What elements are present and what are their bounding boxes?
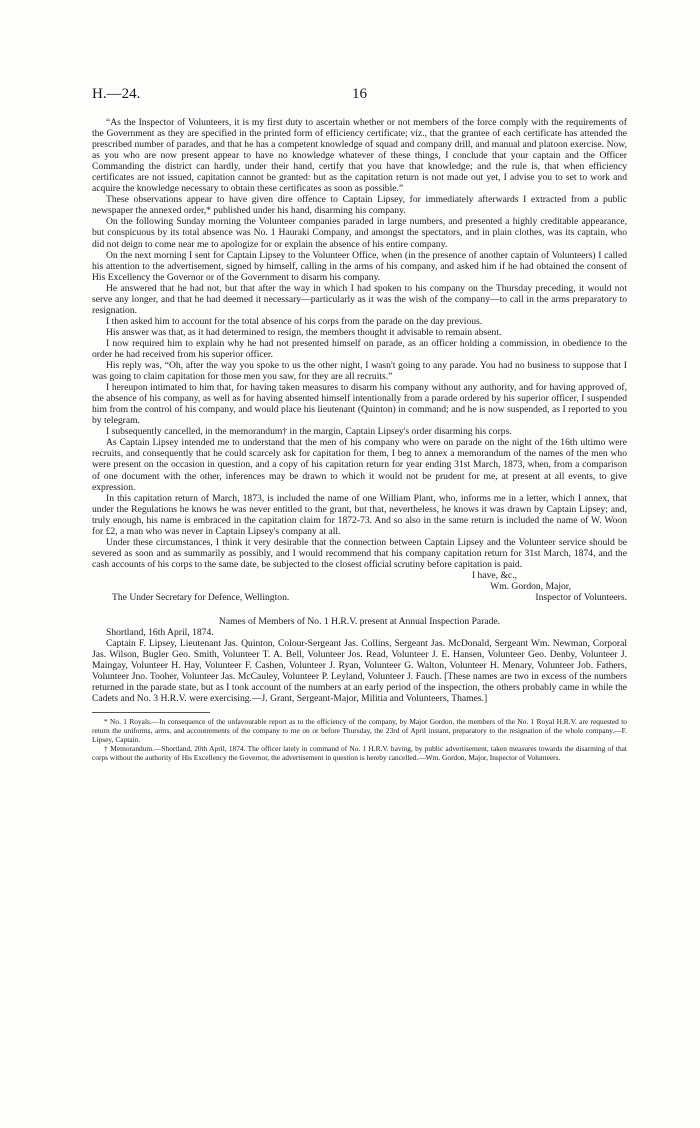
document-reference: H.—24. (92, 86, 141, 102)
paragraph: On the next morning I sent for Captain Lipsey to the Volunteer Office, when (in the presence of another captain of Volunteers) I called his attention to the advertisement, signed by himself, calling in the arms of his company, and asked him if he had obtained the consent of His Excellency the Governor or of the Government to disarm his company. (92, 249, 627, 283)
page-header (92, 86, 627, 106)
page-number: 16 (352, 86, 367, 102)
closing: I have, &c., (471, 569, 517, 581)
paragraph: In this capitation return of March, 1873, is included the name of one William Plant, who, informs me in a letter, which I annex, that under the Regulations he knows he was never entitled to the grant, but that, nevertheless, he knows it was drawn by Captain Lipsey; and, truly enough, his name is embraced in the capitation claim for 1872-73. And so also in the same return is included the name of W. Woon for £2, a man who was never in Captain Lipsey's company at all. (92, 492, 627, 537)
paragraph: On the following Sunday morning the Volunteer companies paraded in large numbers, and presented a highly creditable appearance, but conspicuous by its total absence was No. 1 Hauraki Company, and amongst the spectators, and in plain clothes, was its captain, who did not deign to come near me to apologize for or explain the absence of his entire company. (92, 216, 627, 250)
signatory-title: Inspector of Volunteers. (535, 592, 627, 604)
footnote: † Memorandum.—Shortland, 20th April, 1874. The officer lately in command of No. 1 H.R.V. having, by public advertisement, taken measures towards the disarming of that corps without the authority of His Excellency the Governor, the advertisement in question is hereby cancelled.—Wm. Gordon, Major, Inspector of Volunteers. (92, 744, 627, 763)
paragraph: Under these circumstances, I think it very desirable that the connection between Captain Lipsey and the Volunteer service should be severed as soon and as summarily as possibly, and I would recommend that his company capitation return for 31st March, 1874, and the cash accounts of his corps to the same date, be subjected to the closest official scrutiny before capitation is paid. (92, 536, 627, 570)
signatory-name: Wm. Gordon, Major, (490, 580, 571, 592)
report-body (92, 117, 627, 762)
paragraph: I subsequently cancelled, in the memorandum† in the margin, Captain Lipsey's order disarming his corps. (106, 426, 512, 438)
paragraph: His answer was that, as it had determined to resign, the members thought it advisable to remain absent. (106, 326, 502, 338)
names-place-date: Shortland, 16th April, 1874. (106, 627, 214, 639)
paragraph: I now required him to explain why he had not presented himself on parade, as an officer holding a commission, in obedience to the order he had received from his superior officer. (92, 337, 627, 360)
paragraph: I then asked him to account for the total absence of his corps from the parade on the day previous. (106, 315, 483, 327)
footnote: * No. 1 Royals.—In consequence of the unfavourable report as to the efficiency of the company, by Major Gordon, the members of the No. 1 Royal H.R.V. are requested to return the uniforms, arms, and accoutrements of the company to me on or before Thursday, the 23rd of April instant, preparatory to the resignation of the whole company.—F. Lipsey, Captain. (92, 717, 627, 745)
paragraph: As Captain Lipsey intended me to understand that the men of his company who were on parade on the night of the 16th ultimo were recruits, and consequently that he could scarcely ask for capitation for them, I beg to annex a memorandum of the names of the men who were present on the occasion in question, and a copy of his capitation return for year ending 31st March, 1873, when, from a comparison of one document with the other, inferences may be drawn to which it would not be prudent for me, at present at all events, to give expression. (92, 437, 627, 493)
paragraph: “As the Inspector of Volunteers, it is my first duty to ascertain whether or not members of the force comply with the requirements of the Government as they are specified in the printed form of efficiency certificate; viz., that the grantee of each certificate has attended the prescribed number of parades, and that he has a competent knowledge of squad and company drill, and manual and platoon exercise. Now, as you who are now present appear to have no knowledge whatever of these things, I conclude that your captain and the Officer Commanding the district can hardly, under their hand, certify that you have that knowledge; and the rule is, that when efficiency certificates are not issued, capitation cannot be granted: but as the capitation return is not made out yet, I advise you to set to work and acquire the knowledge necessary to obtain these certificates as soon as possible.” (92, 117, 627, 195)
paragraph: I hereupon intimated to him that, for having taken measures to disarm his company without any authority, and for having approved of, the absence of his company, as well as for having absented himself intentionally from a parade ordered by his superior officer, I suspended him from the control of his company, and would place his lieutenant (Quinton) in command; and he is now suspended, as I reported to you by telegram. (92, 382, 627, 427)
paragraph: He answered that he had not, but that after the way in which I had spoken to his company on the Thursday preceding, it would not serve any longer, and that he had deemed it necessary—particularly as it was the wish of the company—to call in the arms preparatory to resignation. (92, 282, 627, 316)
names-section-title: Names of Members of No. 1 H.R.V. present at Annual Inspection Parade. (218, 616, 501, 628)
paragraph: His reply was, “Oh, after the way you spoke to us the other night, I wasn't going to any parade. You had no business to suppose that I was going to claim capitation for those men you saw, for they are all recruits.” (92, 360, 627, 383)
addressee: The Under Secretary for Defence, Wellington. (112, 592, 290, 604)
footnote-divider (92, 712, 210, 713)
names-list: Captain F. Lipsey, Lieutenant Jas. Quinton, Colour-Sergeant Jas. Collins, Sergeant Jas. McDonald, Sergeant Wm. Newman, Corporal Jas. Wilson, Bugler Geo. Smith, Volunteer T. A. Bell, Volunteer Jos. Read, Volunteer J. E. Hansen, Volunteer Geo. Denby, Volunteer J. Maingay, Volunteer H. Hay, Volunteer F. Cashen, Volunteer J. Ryan, Volunteer G. Walton, Volunteer H. Menary, Volunteer Job. Fathers, Volunteer Jno. Tooher, Volunteer Jas. McCauley, Volunteer P. Leyland, Volunteer J. Fauch. [These names are two in excess of the numbers returned in the parade state, but as I took account of the numbers at an early period of the inspection, the others probably came in while the Cadets and No. 3 H.R.V. were exercising.—J. Grant, Sergeant-Major, Militia and Volunteers, Thames.] (92, 638, 627, 705)
signature-block (92, 570, 627, 603)
footnotes (92, 717, 627, 762)
paragraph: These observations appear to have given dire offence to Captain Lipsey, for immediately afterwards I extracted from a public newspaper the annexed order,* published under his hand, disarming his company. (92, 194, 627, 217)
